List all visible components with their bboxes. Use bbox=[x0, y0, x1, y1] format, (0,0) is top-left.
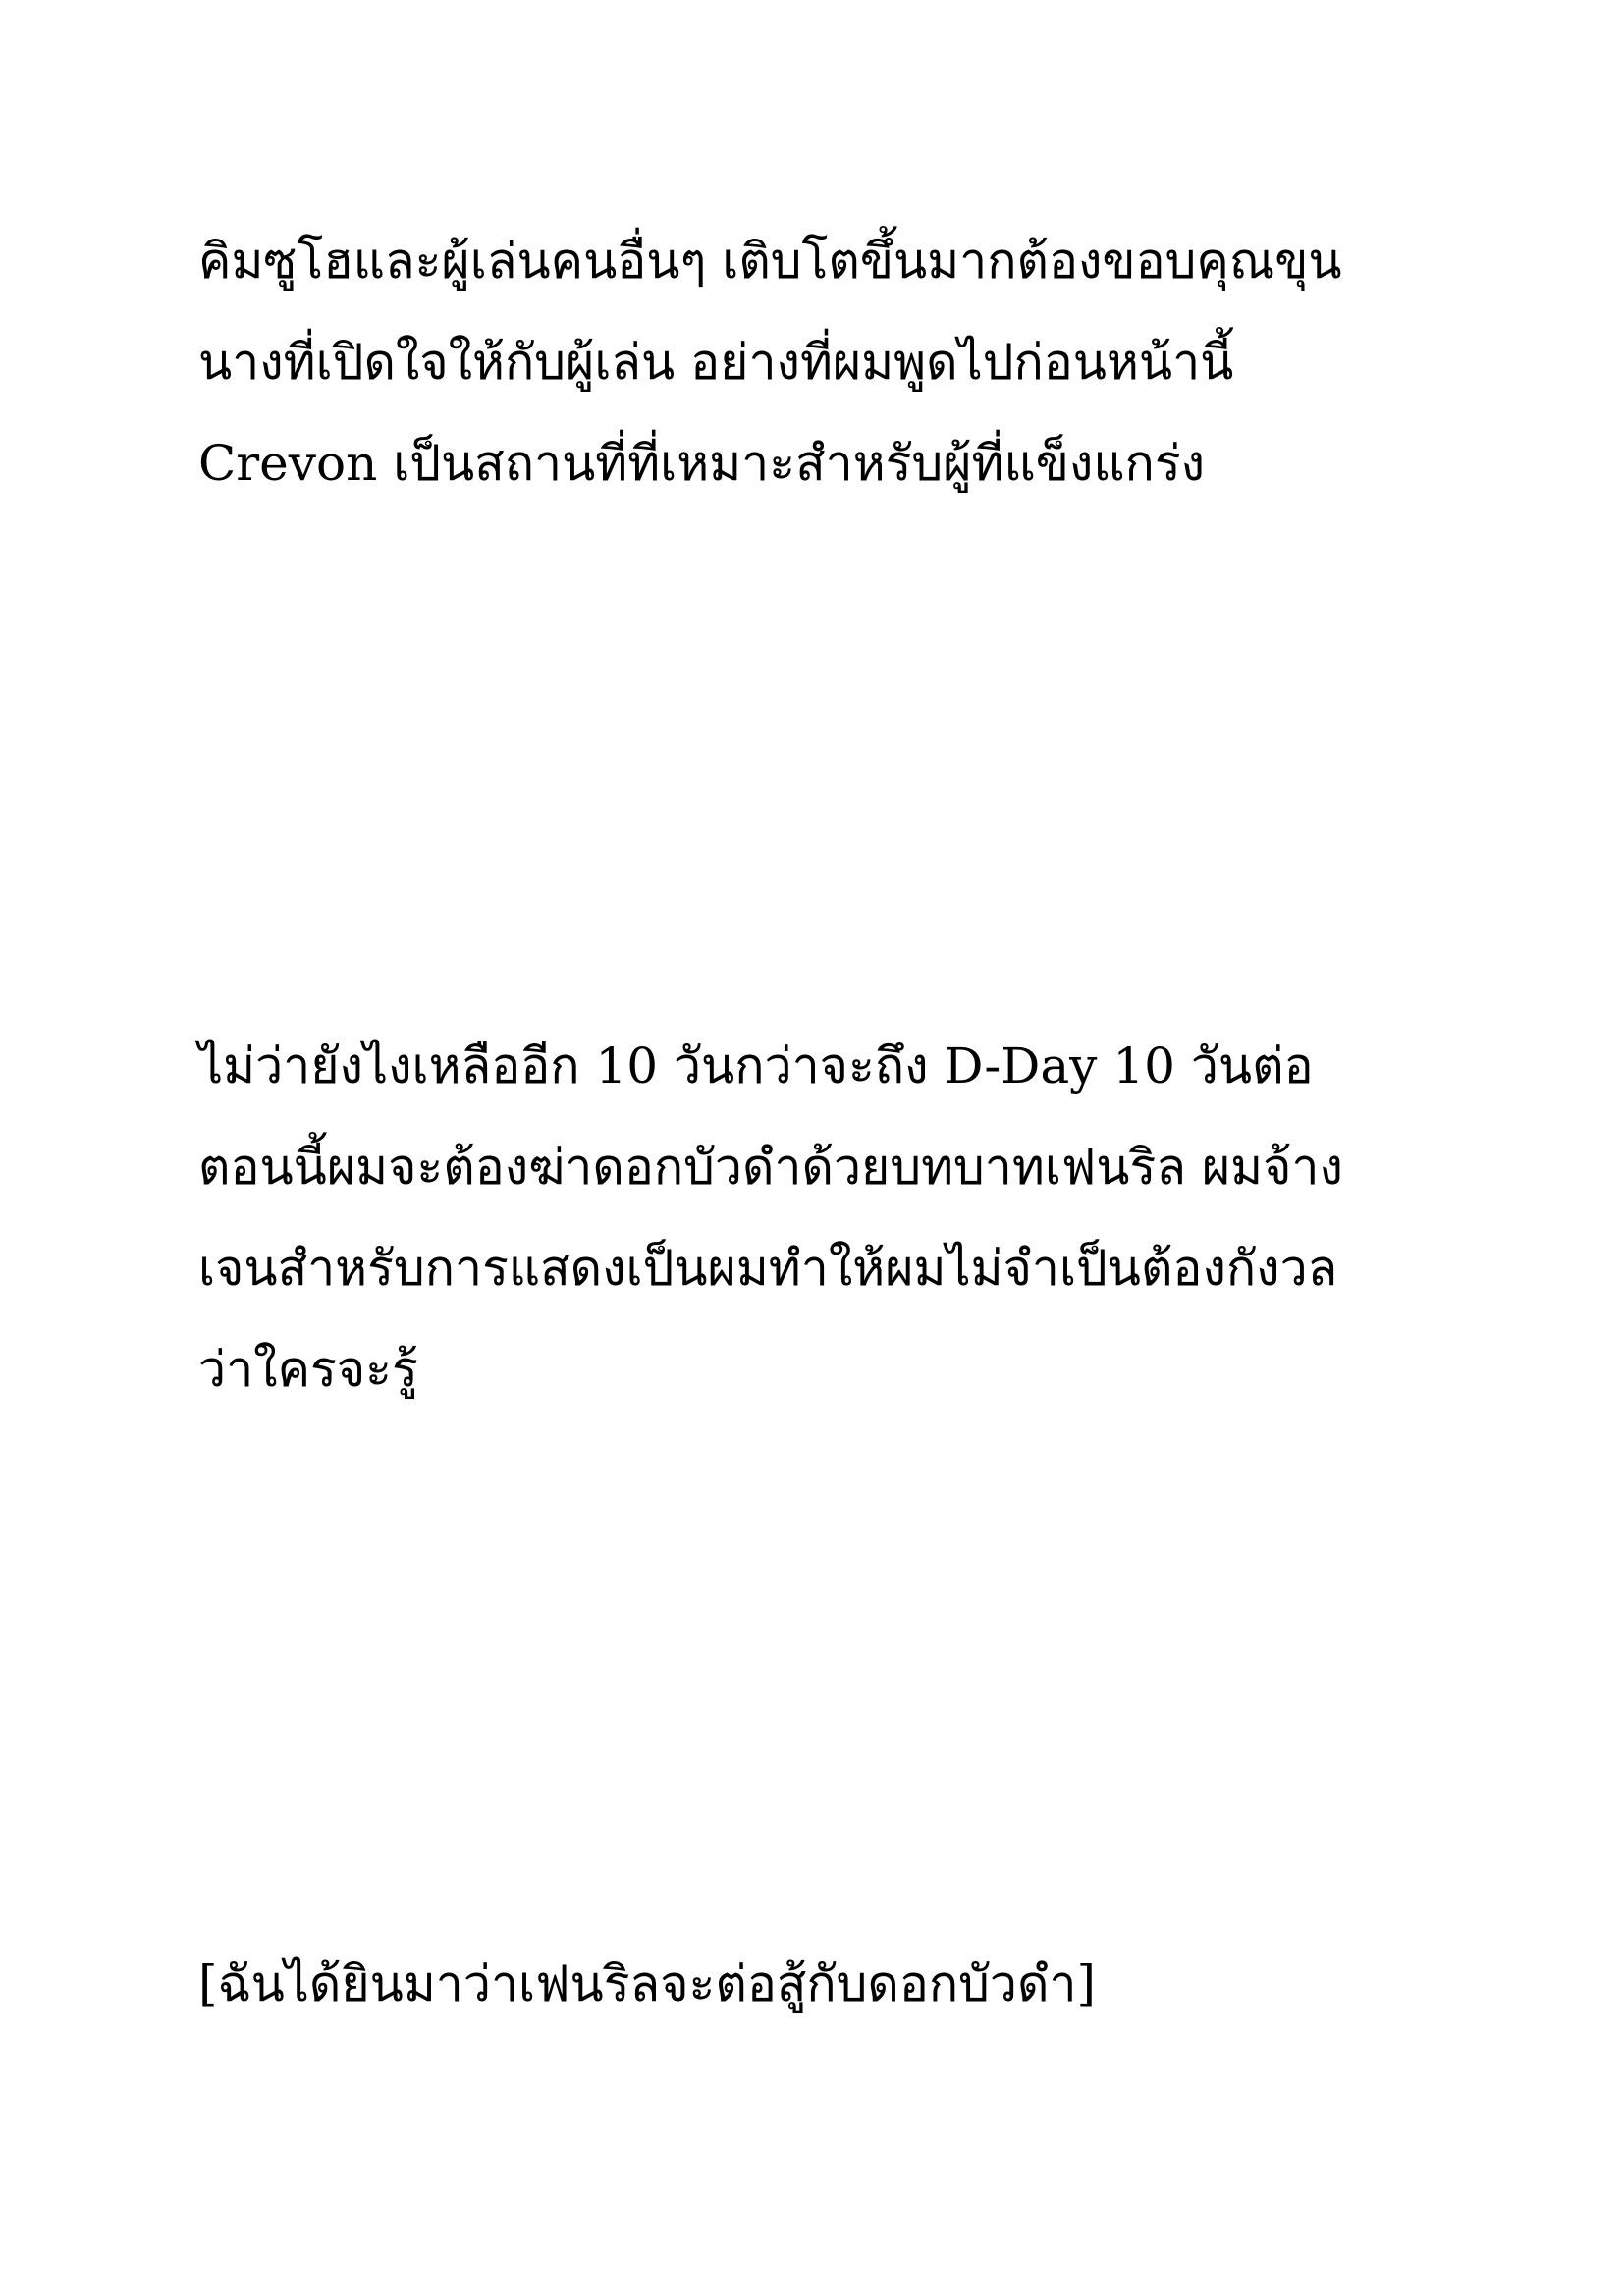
paragraph-1 bbox=[198, 211, 1475, 514]
text-line: นางที่เปิดใจให้กับผู้เล่น อย่างที่ผมพูดไปก่อนหน้านี้ bbox=[198, 334, 1234, 391]
paragraph-3 bbox=[198, 1934, 1475, 2035]
text-line: คิมซูโฮและผู้เล่นคนอื่นๆ เติบโตขึ้นมากต้องขอบคุณขุน bbox=[198, 233, 1342, 290]
text-line: Crevon เป็นสถานที่ที่เหมาะสำหรับผู้ที่แข็งแกร่ง bbox=[198, 435, 1206, 492]
paragraph-2 bbox=[198, 1016, 1475, 1420]
text-line: ไม่ว่ายังไงเหลืออีก 10 วันกว่าจะถึง D-Day 10 วันต่อ bbox=[198, 1038, 1314, 1095]
text-line: ตอนนี้ผมจะต้องฆ่าดอกบัวดำด้วยบทบาทเฟนริล ผมจ้าง bbox=[198, 1139, 1343, 1196]
text-line: [ฉันได้ยินมาว่าเฟนริลจะต่อสู้กับดอกบัวดำ] bbox=[198, 1955, 1097, 2012]
text-line: ว่าใครจะรู้ bbox=[198, 1341, 418, 1398]
text-line: เจนสำหรับการแสดงเป็นผมทำให้ผมไม่จำเป็นต้องกังวล bbox=[198, 1240, 1338, 1297]
